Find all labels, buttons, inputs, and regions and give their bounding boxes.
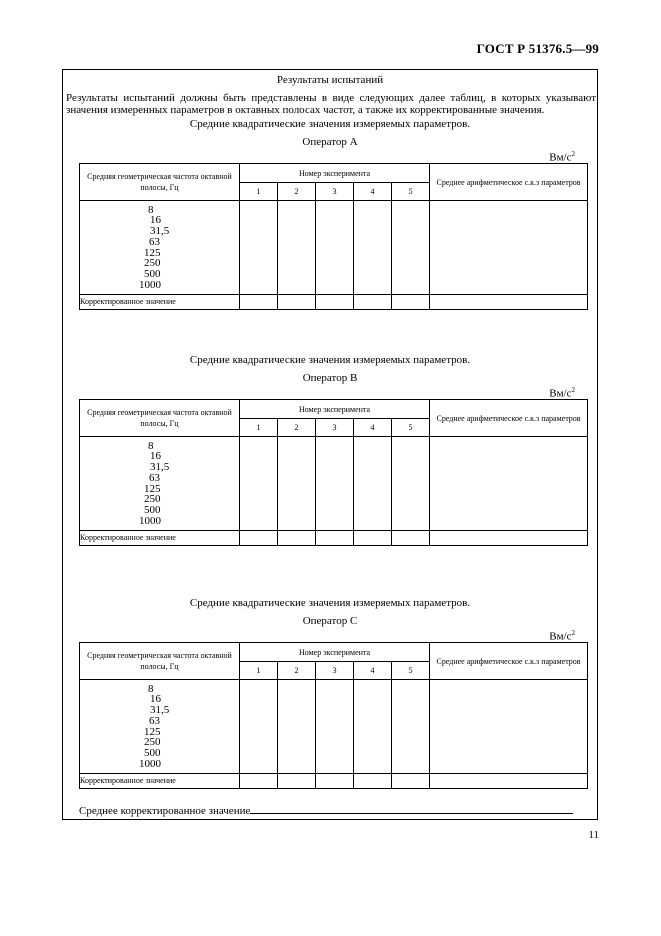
corrected-cell[interactable] xyxy=(392,531,430,546)
frequency-value: 1000 xyxy=(139,278,161,291)
frequency-value: 8 xyxy=(148,203,154,216)
frequency-value: 16 xyxy=(150,693,161,706)
data-cell[interactable] xyxy=(278,680,316,774)
data-cell[interactable] xyxy=(278,201,316,295)
corrected-average-cell[interactable] xyxy=(430,531,588,546)
corrected-cell[interactable] xyxy=(278,774,316,789)
frequency-value: 125 xyxy=(144,725,161,738)
experiment-column-header: Номер эксперимента xyxy=(240,400,430,419)
corrected-cell[interactable] xyxy=(392,774,430,789)
frequency-value: 8 xyxy=(148,439,154,452)
corrected-cell[interactable] xyxy=(278,295,316,310)
corrected-cell[interactable] xyxy=(240,774,278,789)
frequency-value: 16 xyxy=(150,450,161,463)
page-number: 11 xyxy=(588,829,599,841)
frequency-value: 250 xyxy=(144,736,161,749)
frequency-value: 125 xyxy=(144,246,161,259)
freq-column-header: Средняя геометрическая частота октавной полосы, Гц xyxy=(80,164,240,201)
experiment-number: 2 xyxy=(278,662,316,680)
corrected-label: Корректированное значение xyxy=(80,295,240,310)
corrected-label: Корректированное значение xyxy=(80,531,240,546)
experiment-number: 1 xyxy=(240,183,278,201)
experiment-number: 3 xyxy=(316,662,354,680)
experiment-number: 5 xyxy=(392,419,430,437)
frequency-value: 8 xyxy=(148,682,154,695)
frequency-value: 63 xyxy=(149,235,160,248)
data-cell[interactable] xyxy=(316,437,354,531)
operator-label: Оператор C xyxy=(302,615,358,627)
table-caption: Средние квадратические значения измеряемых параметров. xyxy=(189,597,471,609)
corrected-cell[interactable] xyxy=(240,295,278,310)
section-title: Результаты испытаний xyxy=(276,74,384,86)
frequency-value: 63 xyxy=(149,471,160,484)
experiment-number: 2 xyxy=(278,183,316,201)
frequency-value: 31,5 xyxy=(150,225,170,238)
freq-column-header: Средняя геометрическая частота октавной полосы, Гц xyxy=(80,643,240,680)
data-cell[interactable] xyxy=(392,437,430,531)
data-cell[interactable] xyxy=(354,680,392,774)
frequency-value: 500 xyxy=(144,503,161,516)
corrected-cell[interactable] xyxy=(316,774,354,789)
experiment-number: 4 xyxy=(354,183,392,201)
data-cell[interactable] xyxy=(354,437,392,531)
experiment-number: 5 xyxy=(392,662,430,680)
corrected-average-cell[interactable] xyxy=(430,774,588,789)
intro-text: Результаты испытаний должны быть представлены в виде следующих далее таблиц, в которых указывают значения измеренных параметров в октавных полосах частот, а также их корректированные значения. xyxy=(66,92,596,116)
data-cell[interactable] xyxy=(354,201,392,295)
operator-label: Оператор B xyxy=(302,372,358,384)
experiment-number: 1 xyxy=(240,419,278,437)
average-corrected-label: Среднее корректированное значение xyxy=(79,805,251,817)
data-cell[interactable] xyxy=(392,680,430,774)
results-table xyxy=(79,399,588,546)
frequency-value: 31,5 xyxy=(150,461,170,474)
experiment-number: 4 xyxy=(354,662,392,680)
experiment-column-header: Номер эксперимента xyxy=(240,643,430,662)
data-cell[interactable] xyxy=(316,201,354,295)
unit-label: $Вм/с^2$ xyxy=(549,629,575,643)
corrected-cell[interactable] xyxy=(316,295,354,310)
experiment-column-header: Номер эксперимента xyxy=(240,164,430,183)
corrected-cell[interactable] xyxy=(354,774,392,789)
table-caption: Средние квадратические значения измеряемых параметров. xyxy=(189,354,471,366)
frequency-value: 250 xyxy=(144,493,161,506)
average-cell[interactable] xyxy=(430,201,588,295)
frequency-value: 1000 xyxy=(139,514,161,527)
frequency-value: 63 xyxy=(149,714,160,727)
corrected-cell[interactable] xyxy=(354,295,392,310)
results-frame xyxy=(62,69,598,820)
corrected-label: Корректированное значение xyxy=(80,774,240,789)
frequency-list xyxy=(80,680,240,774)
experiment-number: 3 xyxy=(316,183,354,201)
document-header: ГОСТ Р 51376.5—99 xyxy=(476,41,599,56)
experiment-number: 4 xyxy=(354,419,392,437)
freq-column-header: Средняя геометрическая частота октавной полосы, Гц xyxy=(80,400,240,437)
unit-label: $Вм/с^2$ xyxy=(549,150,575,164)
corrected-cell[interactable] xyxy=(392,295,430,310)
corrected-cell[interactable] xyxy=(278,531,316,546)
frequency-value: 500 xyxy=(144,267,161,280)
average-column-header: Среднее арифметическое с.к.з параметров xyxy=(430,400,588,437)
frequency-value: 125 xyxy=(144,482,161,495)
results-table xyxy=(79,642,588,789)
data-cell[interactable] xyxy=(240,201,278,295)
table-caption: Средние квадратические значения измеряемых параметров. xyxy=(189,118,471,130)
frequency-value: 31,5 xyxy=(150,704,170,717)
frequency-list xyxy=(80,201,240,295)
frequency-list xyxy=(80,437,240,531)
corrected-cell[interactable] xyxy=(240,531,278,546)
experiment-number: 3 xyxy=(316,419,354,437)
average-column-header: Среднее арифметическое с.к.з параметров xyxy=(430,643,588,680)
experiment-number: 5 xyxy=(392,183,430,201)
average-corrected-line xyxy=(79,803,573,817)
results-table xyxy=(79,163,588,310)
average-column-header: Среднее арифметическое с.к.з параметров xyxy=(430,164,588,201)
data-cell[interactable] xyxy=(392,201,430,295)
experiment-number: 2 xyxy=(278,419,316,437)
experiment-number: 1 xyxy=(240,662,278,680)
frequency-value: 1000 xyxy=(139,757,161,770)
average-cell[interactable] xyxy=(430,437,588,531)
corrected-cell[interactable] xyxy=(354,531,392,546)
frequency-value: 16 xyxy=(150,214,161,227)
average-cell[interactable] xyxy=(430,680,588,774)
data-cell[interactable] xyxy=(240,680,278,774)
corrected-cell[interactable] xyxy=(316,531,354,546)
data-cell[interactable] xyxy=(240,437,278,531)
frequency-value: 500 xyxy=(144,746,161,759)
operator-label: Оператор A xyxy=(302,136,358,148)
frequency-value: 250 xyxy=(144,257,161,270)
unit-label: $Вм/с^2$ xyxy=(549,386,575,400)
data-cell[interactable] xyxy=(278,437,316,531)
corrected-average-cell[interactable] xyxy=(430,295,588,310)
fill-in-line xyxy=(250,803,573,814)
data-cell[interactable] xyxy=(316,680,354,774)
